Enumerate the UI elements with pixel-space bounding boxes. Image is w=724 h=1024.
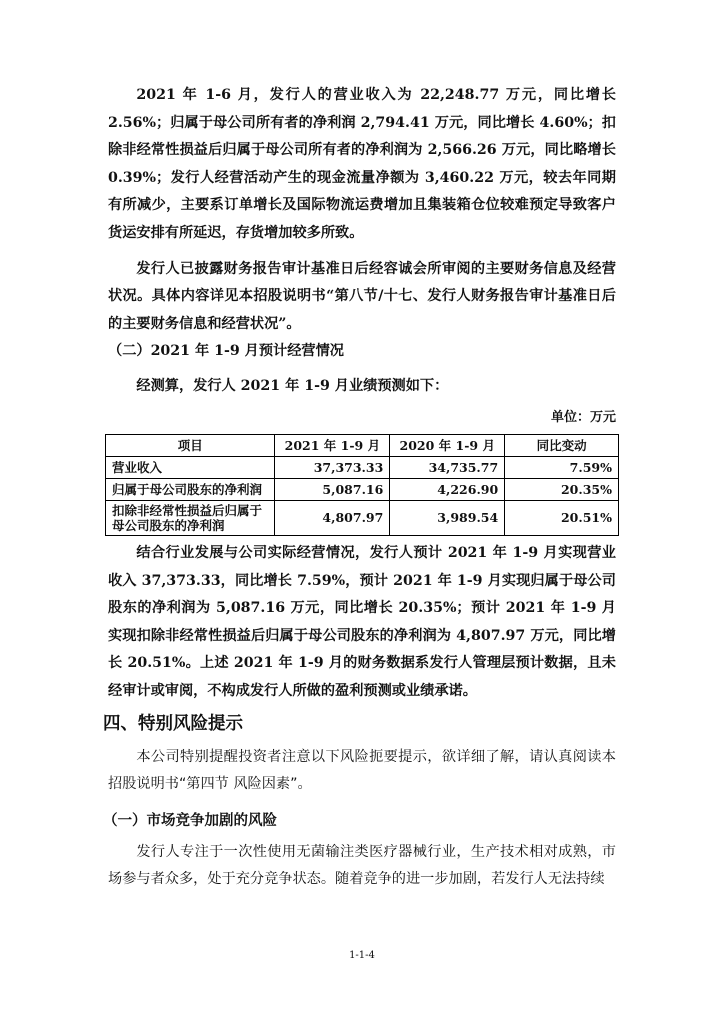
document-page xyxy=(103,82,616,894)
table-header-cell: 2020 年 1-9 月 xyxy=(390,434,505,456)
table-row xyxy=(106,456,619,478)
table-cell: 4,226.90 xyxy=(390,478,505,500)
table-cell: 扣除非经常性损益后归属于母公司股东的净利润 xyxy=(106,500,275,535)
unit-label: 单位：万元 xyxy=(550,409,616,425)
table-cell: 5,087.16 xyxy=(275,478,390,500)
table-cell: 3,989.54 xyxy=(390,500,505,535)
table-cell: 4,807.97 xyxy=(275,500,390,535)
paragraph-forecast-detail: 结合行业发展与公司实际经营情况，发行人预计 2021 年 1-9 月实现营业收入 37,373.33，同比增长 7.59%，预计 2021 年 1-9 月实现归属于母公司股东的净利润为 5,087.16 万元，同比增长 20.35%；预计 2021 年 1-9 月实现扣除非经常性损益后归属于母公司股东的净利润为 4,807.97 万元，同比增长 20.51%。上述 2021 年 1-9 月的财务数据系发行人管理层预计数据，且未经审计或审阅，不构成发行人所做的盈利预测或业绩承诺。 xyxy=(108,544,616,699)
table-header-cell: 2021 年 1-9 月 xyxy=(275,434,390,456)
paragraph-h1-results: 2021 年 1-6 月，发行人的营业收入为 22,248.77 万元，同比增长 2.56%；归属于母公司所有者的净利润 2,794.41 万元，同比增长 4.60%；扣除非经常性损益后归属于母公司所有者的净利润为 2,566.26 万元，同比略增长 0.39%；发行人经营活动产生的现金流量净额为 3,460.22 万元，较去年同期有所减少，主要系订单增长及国际物流运费增加且集装箱仓位较难预定导致客户货运安排有所延迟，存货增加较多所致。 xyxy=(108,87,616,241)
table-cell: 7.59% xyxy=(505,456,619,478)
subheading-forecast: （二）2021 年 1-9 月预计经营情况 xyxy=(108,343,344,360)
table-cell: 20.35% xyxy=(505,478,619,500)
section-heading-risk: 四、特别风险提示 xyxy=(103,713,243,734)
table-cell: 34,735.77 xyxy=(390,456,505,478)
table-cell: 37,373.33 xyxy=(275,456,390,478)
table-cell: 归属于母公司股东的净利润 xyxy=(106,478,275,500)
page-number: 1-1-4 xyxy=(349,950,375,961)
table-cell: 20.51% xyxy=(505,500,619,535)
paragraph-market-competition: 发行人专注于一次性使用无菌输注类医疗器械行业，生产技术相对成熟，市场参与者众多，处于充分竞争状态。随着竞争的进一步加剧，若发行人无法持续 xyxy=(108,843,616,888)
table-row xyxy=(106,500,619,535)
table-header-row xyxy=(106,434,619,456)
paragraph-risk-intro: 本公司特别提醒投资者注意以下风险扼要提示，欲详细了解，请认真阅读本招股说明书“第四节 风险因素”。 xyxy=(108,748,616,793)
table-header-cell: 同比变动 xyxy=(505,434,619,456)
table-header-cell: 项目 xyxy=(106,434,275,456)
paragraph-review-disclosure: 发行人已披露财务报告审计基准日后经容诚会所审阅的主要财务信息及经营状况。具体内容详见本招股说明书“第八节/十七、发行人财务报告审计基准日后的主要财务信息和经营状况”。 xyxy=(108,260,616,332)
subheading-market-competition: （一）市场竞争加剧的风险 xyxy=(103,812,277,829)
table-row xyxy=(106,478,619,500)
forecast-table xyxy=(105,434,619,536)
paragraph-forecast-intro: 经测算，发行人 2021 年 1-9 月业绩预测如下： xyxy=(136,378,449,395)
table-cell: 营业收入 xyxy=(106,456,275,478)
